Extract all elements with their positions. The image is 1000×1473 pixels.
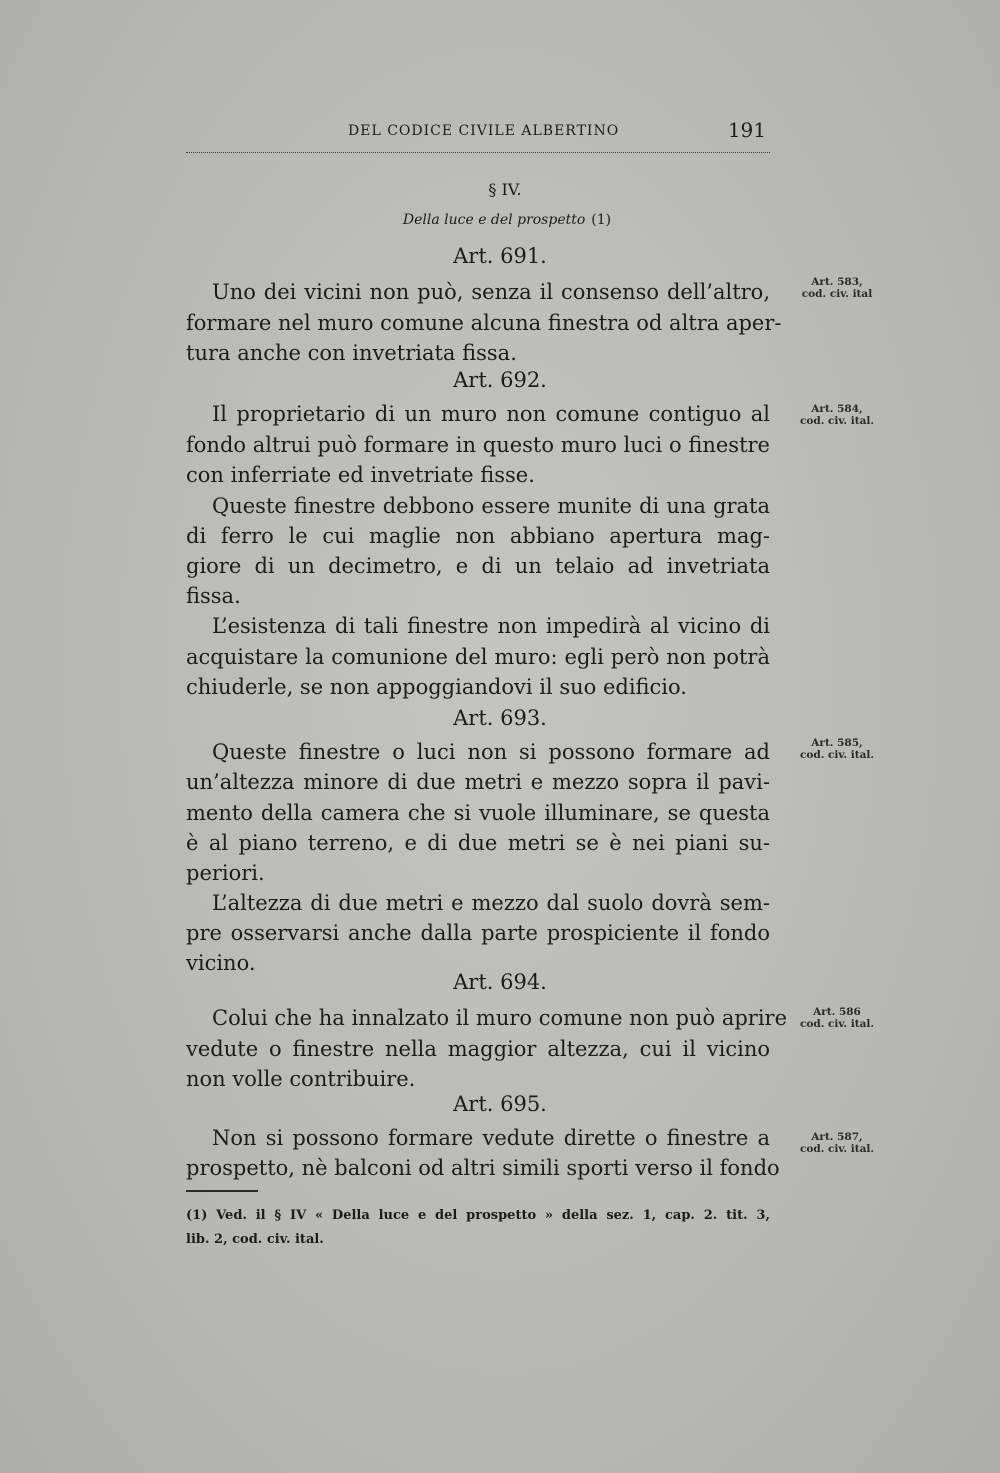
text-line: tura anche con invetriata fissa. — [186, 341, 517, 365]
margin-note-article: Art. 583, — [811, 276, 863, 288]
running-head — [186, 118, 770, 153]
text-line: fissa. — [186, 584, 241, 608]
margin-note — [782, 1131, 892, 1155]
text-line: L’esistenza di tali finestre non impedirà al vicino di — [212, 614, 770, 638]
text-line: Il proprietario di un muro non comune contiguo al — [212, 402, 770, 426]
margin-note-reference: cod. civ. ital. — [799, 1018, 875, 1030]
margin-note — [782, 276, 892, 300]
text-line: vicino. — [186, 951, 256, 975]
text-line: non volle contribuire. — [186, 1067, 416, 1091]
margin-note-reference: cod. civ. ital — [801, 288, 873, 300]
text-line: periori. — [186, 861, 265, 885]
text-line: Queste finestre o luci non si possono formare ad — [212, 740, 770, 764]
text-line: pre osservarsi anche dalla parte prospiciente il fondo — [186, 921, 770, 945]
text-line: formare nel muro comune alcuna finestra od altra aper- — [186, 311, 782, 335]
text-line: con inferriate ed invetriate fisse. — [186, 463, 535, 487]
text-line: chiuderle, se non appoggiandovi il suo edificio. — [186, 675, 687, 699]
article-heading-694: Art. 694. — [453, 970, 547, 994]
article-heading-693: Art. 693. — [453, 706, 547, 730]
margin-note — [782, 403, 892, 427]
text-line: prospetto, nè balconi od altri simili sporti verso il fondo — [186, 1156, 780, 1180]
footnote-rule — [186, 1190, 258, 1192]
text-line: Colui che ha innalzato il muro comune non può aprire — [212, 1006, 788, 1030]
text-line: un’altezza minore di due metri e mezzo sopra il pavi- — [186, 770, 770, 794]
margin-note-article: Art. 586 — [813, 1006, 861, 1018]
article-heading-691: Art. 691. — [453, 244, 547, 268]
margin-note-reference: cod. civ. ital. — [799, 749, 875, 761]
article-heading-692: Art. 692. — [453, 368, 547, 392]
margin-note — [782, 1006, 892, 1030]
text-line: Non si possono formare vedute dirette o finestre a — [212, 1126, 770, 1150]
text-line: vedute o finestre nella maggior altezza, cui il vicino — [186, 1037, 770, 1061]
page-number: 191 — [727, 118, 766, 142]
section-number: § IV. — [488, 180, 522, 199]
text-line: mento della camera che si vuole illuminare, se questa — [186, 801, 770, 825]
margin-note-article: Art. 587, — [811, 1131, 863, 1143]
text-line: acquistare la comunione del muro: egli però non potrà — [186, 645, 770, 669]
text-line: fondo altrui può formare in questo muro luci o finestre — [186, 433, 770, 457]
text-line: Queste finestre debbono essere munite di una grata — [212, 494, 770, 518]
text-line: è al piano terreno, e di due metri se è nei piani su- — [186, 831, 770, 855]
text-line: Uno dei vicini non può, senza il consenso dell’altro, — [212, 280, 770, 304]
section-title — [0, 212, 1000, 228]
margin-note — [782, 737, 892, 761]
running-title: DEL CODICE CIVILE ALBERTINO — [348, 123, 620, 139]
text-line: L’altezza di due metri e mezzo dal suolo dovrà sem- — [212, 891, 770, 915]
footnote-reference: (1) — [591, 212, 612, 228]
footnote-line: (1) Ved. il § IV « Della luce e del prospetto » della sez. 1, cap. 2. tit. 3, — [186, 1208, 770, 1223]
text-line: di ferro le cui maglie non abbiano apertura mag- — [186, 524, 770, 548]
article-heading-695: Art. 695. — [453, 1092, 547, 1116]
margin-note-reference: cod. civ. ital. — [799, 415, 875, 427]
margin-note-reference: cod. civ. ital. — [799, 1143, 875, 1155]
text-line: giore di un decimetro, e di un telaio ad invetriata — [186, 554, 770, 578]
section-title-text: Della luce e del prospetto — [402, 212, 586, 228]
margin-note-article: Art. 584, — [811, 403, 863, 415]
margin-note-article: Art. 585, — [811, 737, 863, 749]
footnote-line: lib. 2, cod. civ. ital. — [186, 1232, 324, 1247]
